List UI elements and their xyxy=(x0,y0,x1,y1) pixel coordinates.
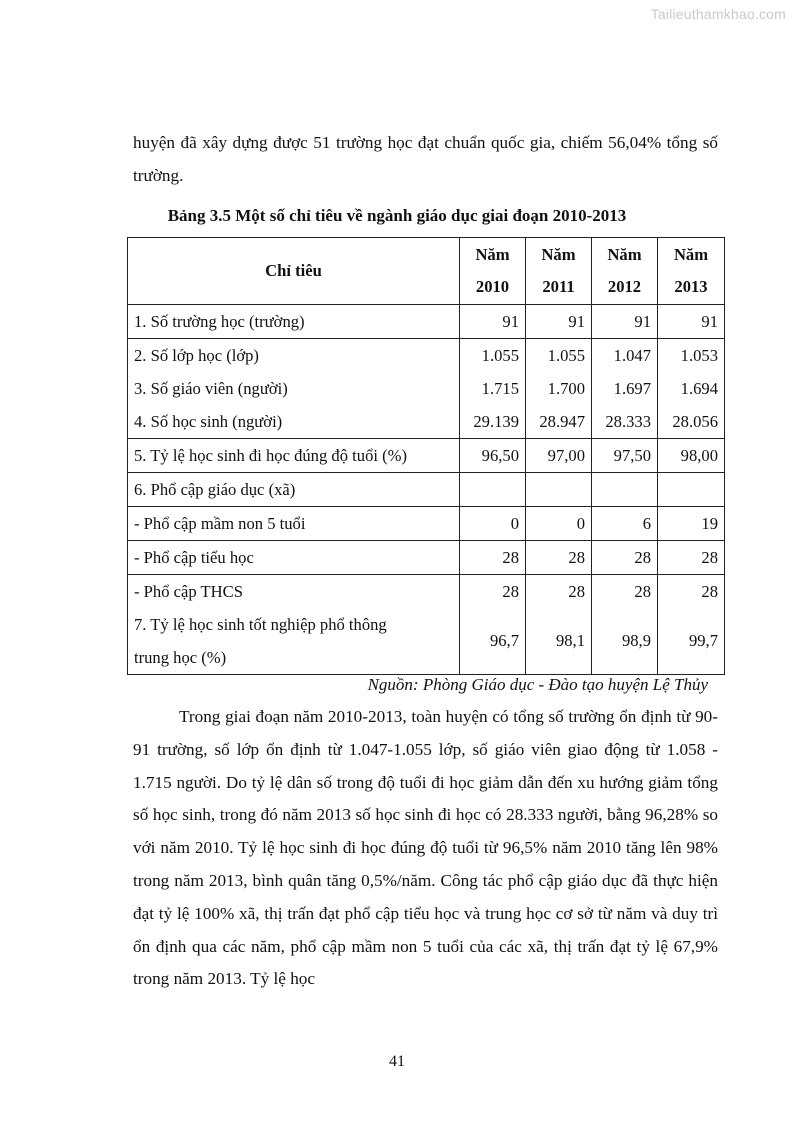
watermark: Tailieuthamkhao.com xyxy=(650,6,786,22)
cell-value xyxy=(658,473,725,507)
cell-value: 1.053 xyxy=(680,346,718,365)
cell-value: 28 xyxy=(592,541,658,575)
cell-value: 1.697 xyxy=(613,379,651,398)
source-note: Nguồn: Phòng Giáo dục - Đào tạo huyện Lệ Thủy xyxy=(367,675,708,694)
cell-value: 29.139 xyxy=(473,412,519,431)
cell-value: 28 xyxy=(460,541,526,575)
cell-value-group xyxy=(592,575,658,675)
cell-value-group xyxy=(460,339,526,439)
row-label: 5. Tỷ lệ học sinh đi học đúng độ tuổi (%) xyxy=(128,439,460,473)
cell-value: 28 xyxy=(658,541,725,575)
cell-value: 91 xyxy=(460,305,526,339)
year-value: 2013 xyxy=(674,277,708,296)
row-label: - Phổ cập THCS xyxy=(134,582,243,601)
cell-value: 28.056 xyxy=(672,412,718,431)
table-caption: Bảng 3.5 Một số chỉ tiêu về ngành giáo dục giai đoạn 2010-2013 xyxy=(167,206,627,225)
cell-value xyxy=(592,473,658,507)
row-label-group xyxy=(128,575,460,675)
cell-value: 98,9 xyxy=(621,631,651,650)
header-year-2012 xyxy=(592,238,658,305)
cell-value: 28.333 xyxy=(605,412,651,431)
cell-value: 19 xyxy=(658,507,725,541)
header-indicator: Chỉ tiêu xyxy=(128,238,460,305)
cell-value-group xyxy=(526,339,592,439)
row-label: 3. Số giáo viên (người) xyxy=(134,379,288,398)
row-label-group xyxy=(128,339,460,439)
cell-value: 1.700 xyxy=(547,379,585,398)
cell-value: 28 xyxy=(502,582,519,601)
row-label: 4. Số học sinh (người) xyxy=(134,412,283,431)
cell-value: 28 xyxy=(701,582,718,601)
table-row xyxy=(128,305,725,339)
table-row xyxy=(128,339,725,439)
cell-value xyxy=(526,473,592,507)
cell-value: 97,50 xyxy=(592,439,658,473)
cell-value: 96,7 xyxy=(489,631,519,650)
row-label: - Phổ cập tiểu học xyxy=(128,541,460,575)
row-label: trung học (%) xyxy=(134,648,227,667)
year-prefix: Năm xyxy=(607,245,642,264)
header-year-2013 xyxy=(658,238,725,305)
row-label: - Phổ cập mầm non 5 tuổi xyxy=(128,507,460,541)
row-label: 2. Số lớp học (lớp) xyxy=(134,346,259,365)
cell-value: 1.694 xyxy=(680,379,718,398)
cell-value: 0 xyxy=(460,507,526,541)
row-label: 6. Phổ cập giáo dục (xã) xyxy=(128,473,460,507)
cell-value-group xyxy=(526,575,592,675)
education-indicators-table xyxy=(127,237,725,675)
cell-value: 28.947 xyxy=(539,412,585,431)
cell-value: 91 xyxy=(526,305,592,339)
body-paragraph: Trong giai đoạn năm 2010-2013, toàn huyện có tổng số trường ổn định từ 90-91 trường, số lớp ổn định từ 1.047-1.055 lớp, số giáo viên giao động từ 1.058 - 1.715 người. Do tỷ lệ dân số trong độ tuổi đi học giảm dẫn đến xu hướng giảm tổng số học sinh, trong đó năm 2013 số học sinh đi học có 28.333 người, bằng 96,28% so với năm 2010. Tỷ lệ học sinh đi học đúng độ tuổi từ 96,5% năm 2010 tăng lên 98% trong năm 2013, bình quân tăng 0,5%/năm. Công tác phổ cập giáo dục đã thực hiện đạt tỷ lệ 100% xã, thị trấn đạt phổ cập tiểu học và trung học cơ sở từ năm và duy trì ổn định qua các năm, phổ cập mầm non 5 tuổi của các xã, thị trấn đạt tỷ lệ 67,9% trong năm 2013. Tỷ lệ học xyxy=(133,707,718,989)
cell-value: 99,7 xyxy=(688,631,718,650)
year-value: 2011 xyxy=(542,277,575,296)
year-prefix: Năm xyxy=(673,245,709,264)
cell-value-group xyxy=(460,575,526,675)
table-header-row xyxy=(128,238,725,305)
cell-value: 28 xyxy=(568,582,585,601)
table-row xyxy=(128,473,725,507)
cell-value: 1.055 xyxy=(481,346,519,365)
table-row xyxy=(128,507,725,541)
table-row xyxy=(128,541,725,575)
year-prefix: Năm xyxy=(541,245,576,264)
intro-paragraph: huyện đã xây dựng được 51 trường học đạt chuẩn quốc gia, chiếm 56,04% tổng số trường. xyxy=(133,133,718,185)
cell-value: 1.715 xyxy=(481,379,519,398)
cell-value: 97,00 xyxy=(526,439,592,473)
page-number: 41 xyxy=(389,1053,405,1070)
cell-value: 28 xyxy=(526,541,592,575)
cell-value: 98,00 xyxy=(658,439,725,473)
cell-value-group xyxy=(658,575,725,675)
table-row xyxy=(128,439,725,473)
cell-value-group xyxy=(658,339,725,439)
row-label: 7. Tỷ lệ học sinh tốt nghiệp phổ thông xyxy=(134,615,387,634)
cell-value: 1.047 xyxy=(613,346,651,365)
cell-value: 98,1 xyxy=(555,631,585,650)
year-value: 2012 xyxy=(607,277,642,296)
cell-value: 96,50 xyxy=(460,439,526,473)
header-year-2011 xyxy=(526,238,592,305)
cell-value-group xyxy=(592,339,658,439)
cell-value: 28 xyxy=(634,582,651,601)
year-value: 2010 xyxy=(475,277,510,296)
cell-value xyxy=(460,473,526,507)
cell-value: 6 xyxy=(592,507,658,541)
row-label: 1. Số trường học (trường) xyxy=(128,305,460,339)
table-row xyxy=(128,575,725,675)
cell-value: 0 xyxy=(526,507,592,541)
year-prefix: Năm xyxy=(475,245,510,264)
header-year-2010 xyxy=(460,238,526,305)
cell-value: 91 xyxy=(658,305,725,339)
cell-value: 91 xyxy=(592,305,658,339)
cell-value: 1.055 xyxy=(547,346,585,365)
